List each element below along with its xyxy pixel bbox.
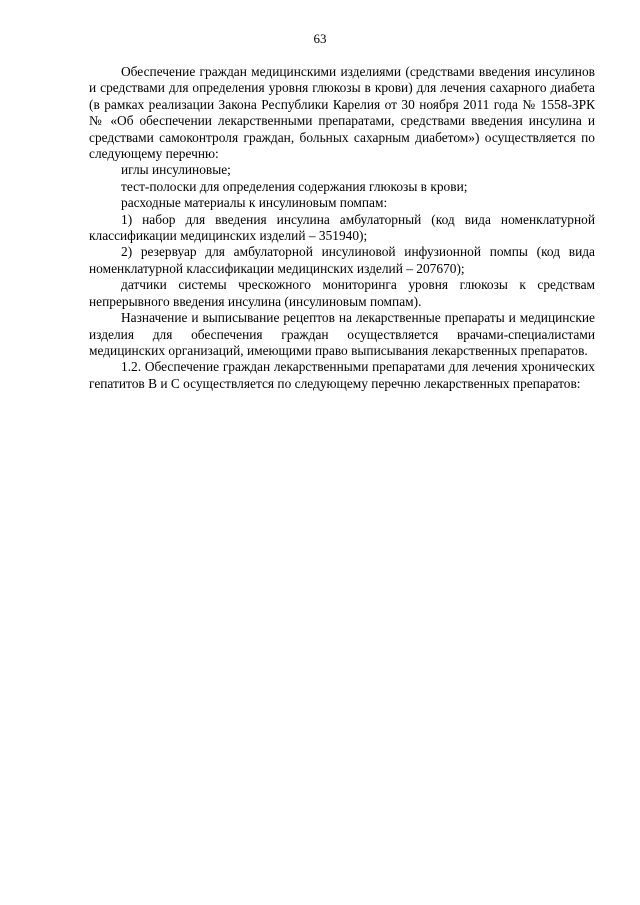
- list-item-pump-consumables: расходные материалы к инсулиновым помпам:: [121, 195, 388, 211]
- paragraph-section-1-2: 1.2. Обеспечение граждан лекарственными препаратами для лечения хронических гепатитов В и С осуществляется по следующему перечню лекарственных препаратов:: [89, 359, 595, 391]
- list-item-glucose-sensors: датчики системы чрескожного мониторинга уровня глюкозы к средствам непрерывного введения инсулина (инсулиновым помпам).: [89, 277, 595, 309]
- list-item-test-strips: тест-полоски для определения содержания глюкозы в крови;: [121, 178, 468, 194]
- document-body: [89, 64, 595, 392]
- page-number: 63: [313, 31, 327, 46]
- paragraph-prescription: Назначение и выписывание рецептов на лекарственные препараты и медицинские изделия для обеспечения граждан осуществляется врачами-специалистами медицинских организаций, имеющими право выписывания лекарственных препаратов.: [89, 310, 595, 358]
- list-item-infusion-set: 1) набор для введения инсулина амбулаторный (код вида номенклатурной классификации медицинских изделий – 351940);: [89, 211, 595, 244]
- list-item-insulin-needles: иглы инсулиновые;: [121, 162, 231, 178]
- paragraph-intro: Обеспечение граждан медицинскими изделиями (средствами введения инсулинов и средствами для определения уровня глюкозы в крови) для лечения сахарного диабета (в рамках реализации Закона Республики Карелия от 30 ноября 2011 года № 1558-ЗРК № «Об обеспечении лекарственными препаратами, средствами введения инсулина и средствами самоконтроля граждан, больных сахарным диабетом») осуществляется по следующему перечню:: [89, 64, 595, 162]
- list-item-reservoir: 2) резервуар для амбулаторной инсулиновой инфузионной помпы (код вида номенклатурной классификации медицинских изделий – 207670);: [89, 244, 595, 276]
